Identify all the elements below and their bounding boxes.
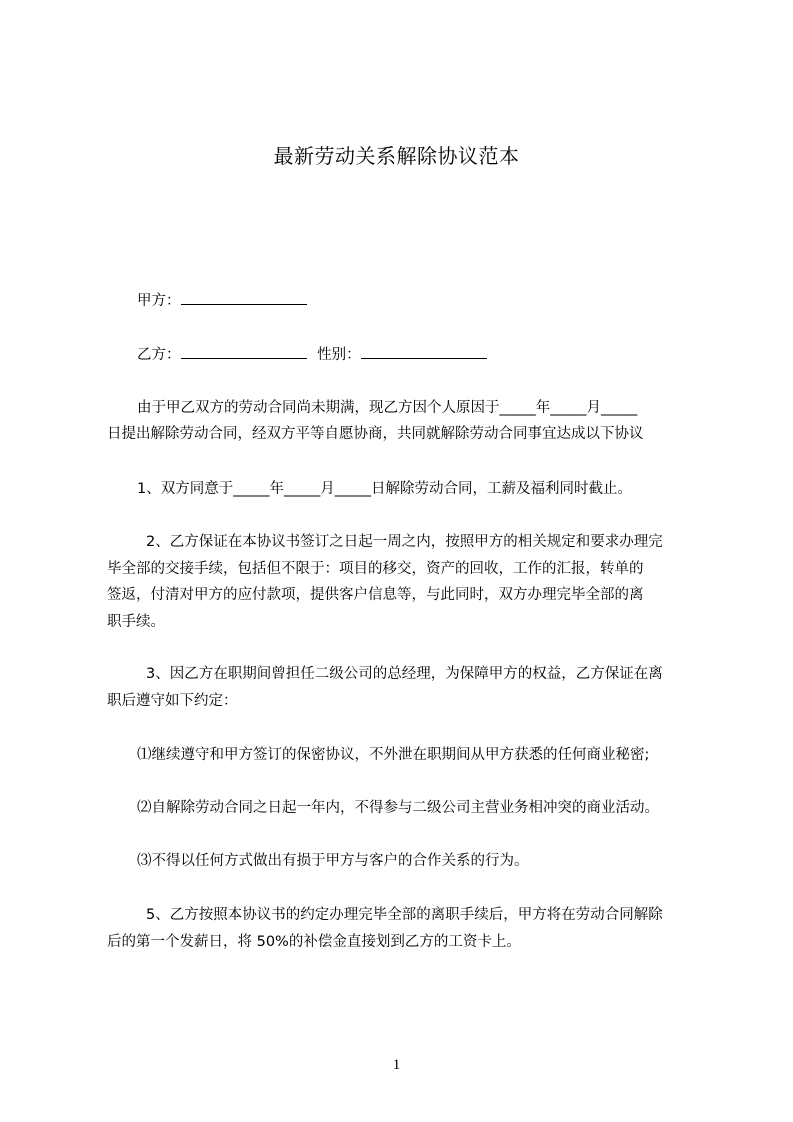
clause-5-line-2: 后的第一个发薪日，将 50%的补偿金直接划到乙方的工资卡上。 bbox=[107, 934, 521, 950]
clause-2-line-3: 签返，付清对甲方的应付款项，提供客户信息等，与此同时，双方办理完毕全部的离 bbox=[107, 587, 644, 603]
sub-item-1: ⑴继续遵守和甲方签订的保密协议，不外泄在职期间从甲方获悉的任何商业秘密; bbox=[137, 747, 650, 763]
page-number: 1 bbox=[392, 1057, 401, 1073]
intro-line-2: 日提出解除劳动合同，经双方平等自愿协商，共同就解除劳动合同事宜达成以下协议 bbox=[107, 426, 644, 442]
gender-label: 性别： bbox=[317, 347, 361, 363]
party-b-blank bbox=[181, 344, 307, 359]
clause-2-line-1: 2、乙方保证在本协议书签订之日起一周之内，按照甲方的相关规定和要求办理完 bbox=[146, 534, 663, 550]
gender-blank bbox=[361, 344, 487, 359]
clause-2-line-4: 职手续。 bbox=[107, 614, 165, 630]
party-a-line bbox=[137, 290, 307, 311]
sub-item-3: ⑶不得以任何方式做出有损于甲方与客户的合作关系的行为。 bbox=[137, 853, 529, 869]
clause-5-line-1: 5、乙方按照本协议书的约定办理完毕全部的离职手续后，甲方将在劳动合同解除 bbox=[146, 907, 663, 923]
sub-item-2: ⑵自解除劳动合同之日起一年内，不得参与二级公司主营业务相冲突的商业活动。 bbox=[137, 800, 659, 816]
clause-3-line-1: 3、因乙方在职期间曾担任二级公司的总经理，为保障甲方的权益，乙方保证在离 bbox=[146, 666, 663, 682]
party-a-label: 甲方： bbox=[137, 293, 181, 309]
intro-line-1: 由于甲乙双方的劳动合同尚未期满，现乙方因个人原因于_____年_____月_____ bbox=[137, 400, 638, 416]
clause-3-line-2: 职后遵守如下约定： bbox=[107, 693, 238, 709]
party-a-blank bbox=[181, 290, 307, 305]
clause-1-line-1: 1、双方同意于_____年_____月_____日解除劳动合同，工薪及福利同时截止。 bbox=[137, 481, 632, 497]
party-b-line bbox=[137, 344, 487, 365]
clause-2-line-2: 毕全部的交接手续，包括但不限于：项目的移交，资产的回收，工作的汇报，转单的 bbox=[107, 561, 644, 577]
document-title: 最新劳动关系解除协议范本 bbox=[273, 144, 520, 168]
party-b-label: 乙方： bbox=[137, 347, 181, 363]
